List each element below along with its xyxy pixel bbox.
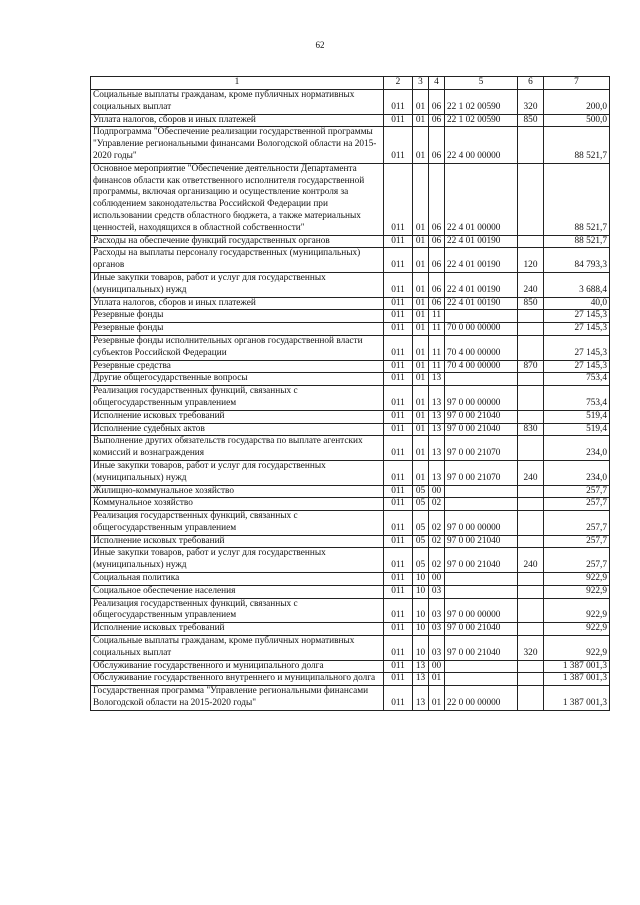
table-row [91, 636, 610, 661]
row-amount: 27 145,3 [544, 323, 610, 336]
row-section-code: 10 [413, 636, 429, 661]
row-section-code: 01 [413, 248, 429, 273]
row-name: Жилищно-коммунальное хозяйство [91, 485, 384, 498]
row-target-article: 97 0 00 00000 [445, 598, 518, 623]
row-target-article: 97 0 00 00000 [445, 511, 518, 536]
row-amount: 88 521,7 [544, 127, 610, 163]
row-admin-code: 011 [384, 511, 413, 536]
row-subsection-code: 06 [429, 90, 445, 115]
row-name: Иные закупки товаров, работ и услуг для государственных (муниципальных) нужд [91, 272, 384, 297]
table-row [91, 660, 610, 673]
row-name: Другие общегосударственные вопросы [91, 373, 384, 386]
row-admin-code: 011 [384, 585, 413, 598]
row-expense-type: 850 [518, 297, 544, 310]
row-section-code: 01 [413, 310, 429, 323]
row-section-code: 13 [413, 660, 429, 673]
table-row [91, 585, 610, 598]
row-subsection-code: 11 [429, 310, 445, 323]
row-section-code: 01 [413, 436, 429, 461]
row-name: Реализация государственных функций, связанных с общегосударственным управлением [91, 511, 384, 536]
row-subsection-code: 00 [429, 660, 445, 673]
row-admin-code: 011 [384, 373, 413, 386]
row-target-article: 97 0 00 00000 [445, 386, 518, 411]
row-expense-type: 830 [518, 423, 544, 436]
row-amount: 922,9 [544, 636, 610, 661]
row-name: Иные закупки товаров, работ и услуг для государственных (муниципальных) нужд [91, 460, 384, 485]
row-name: Уплата налогов, сборов и иных платежей [91, 114, 384, 127]
col-header-5: 5 [445, 77, 518, 90]
row-admin-code: 011 [384, 323, 413, 336]
row-admin-code: 011 [384, 573, 413, 586]
row-expense-type [518, 310, 544, 323]
row-name: Основное мероприятие "Обеспечение деятельности Департамента финансов области как ответственного исполнителя государственной программы, включая организацию и осуществление контроля за соблюдением законодательства Российской Федерации при использовании средств областного бюджета, а также материальных ценностей, находящихся в областной собственности" [91, 163, 384, 235]
row-amount: 922,9 [544, 623, 610, 636]
row-admin-code: 011 [384, 636, 413, 661]
row-amount: 257,7 [544, 511, 610, 536]
row-amount: 234,0 [544, 436, 610, 461]
row-subsection-code: 02 [429, 548, 445, 573]
row-expense-type: 240 [518, 460, 544, 485]
row-section-code: 05 [413, 485, 429, 498]
row-target-article [445, 585, 518, 598]
row-expense-type: 120 [518, 248, 544, 273]
row-target-article: 22 1 02 00590 [445, 114, 518, 127]
row-name: Социальные выплаты гражданам, кроме публичных нормативных социальных выплат [91, 90, 384, 115]
row-expense-type [518, 163, 544, 235]
row-target-article: 22 4 00 00000 [445, 127, 518, 163]
table-row [91, 673, 610, 686]
row-section-code: 13 [413, 673, 429, 686]
row-name: Исполнение судебных актов [91, 423, 384, 436]
row-subsection-code: 03 [429, 598, 445, 623]
col-header-3: 3 [413, 77, 429, 90]
row-subsection-code: 02 [429, 498, 445, 511]
row-admin-code: 011 [384, 163, 413, 235]
row-admin-code: 011 [384, 90, 413, 115]
row-expense-type [518, 498, 544, 511]
row-section-code: 01 [413, 163, 429, 235]
table-row [91, 423, 610, 436]
row-expense-type [518, 127, 544, 163]
col-header-2: 2 [384, 77, 413, 90]
row-admin-code: 011 [384, 297, 413, 310]
row-section-code: 05 [413, 498, 429, 511]
row-target-article: 97 0 00 21040 [445, 423, 518, 436]
row-amount: 234,0 [544, 460, 610, 485]
row-subsection-code: 01 [429, 686, 445, 711]
row-admin-code: 011 [384, 248, 413, 273]
table-row [91, 623, 610, 636]
table-row [91, 163, 610, 235]
row-name: Исполнение исковых требований [91, 410, 384, 423]
row-admin-code: 011 [384, 485, 413, 498]
row-subsection-code: 03 [429, 585, 445, 598]
row-target-article [445, 485, 518, 498]
row-target-article: 22 4 01 00000 [445, 163, 518, 235]
row-target-article: 22 4 01 00190 [445, 297, 518, 310]
row-expense-type: 870 [518, 360, 544, 373]
table-row [91, 335, 610, 360]
row-subsection-code: 06 [429, 127, 445, 163]
row-subsection-code: 11 [429, 360, 445, 373]
row-name: Реализация государственных функций, связанных с общегосударственным управлением [91, 386, 384, 411]
row-amount: 257,7 [544, 548, 610, 573]
row-target-article: 22 4 01 00190 [445, 248, 518, 273]
row-expense-type: 240 [518, 272, 544, 297]
row-name: Подпрограмма "Обеспечение реализации государственной программы "Управление региональными финансами Вологодской области на 2015-2020 годы" [91, 127, 384, 163]
row-expense-type: 320 [518, 90, 544, 115]
table-row [91, 498, 610, 511]
row-target-article [445, 573, 518, 586]
row-name: Социальное обеспечение населения [91, 585, 384, 598]
row-subsection-code: 06 [429, 235, 445, 248]
row-amount: 1 387 001,3 [544, 660, 610, 673]
row-admin-code: 011 [384, 386, 413, 411]
row-admin-code: 011 [384, 460, 413, 485]
row-target-article [445, 498, 518, 511]
row-subsection-code: 13 [429, 373, 445, 386]
row-amount: 3 688,4 [544, 272, 610, 297]
table-row [91, 272, 610, 297]
row-amount: 922,9 [544, 585, 610, 598]
row-target-article: 97 0 00 21040 [445, 410, 518, 423]
row-subsection-code: 06 [429, 163, 445, 235]
row-amount: 922,9 [544, 598, 610, 623]
row-section-code: 01 [413, 297, 429, 310]
row-admin-code: 011 [384, 423, 413, 436]
row-target-article: 22 1 02 00590 [445, 90, 518, 115]
row-admin-code: 011 [384, 114, 413, 127]
page-number: 62 [315, 40, 325, 50]
row-target-article [445, 660, 518, 673]
row-section-code: 01 [413, 272, 429, 297]
table-row [91, 410, 610, 423]
row-amount: 257,7 [544, 485, 610, 498]
row-section-code: 01 [413, 323, 429, 336]
table-row [91, 297, 610, 310]
row-amount: 84 793,3 [544, 248, 610, 273]
row-section-code: 01 [413, 423, 429, 436]
row-amount: 519,4 [544, 423, 610, 436]
row-admin-code: 011 [384, 360, 413, 373]
row-amount: 257,7 [544, 498, 610, 511]
row-admin-code: 011 [384, 535, 413, 548]
row-expense-type [518, 373, 544, 386]
row-name: Социальная политика [91, 573, 384, 586]
row-section-code: 10 [413, 623, 429, 636]
row-section-code: 01 [413, 90, 429, 115]
row-expense-type [518, 410, 544, 423]
row-section-code: 05 [413, 535, 429, 548]
table-row [91, 235, 610, 248]
row-name: Обслуживание государственного внутреннего и муниципального долга [91, 673, 384, 686]
row-subsection-code: 00 [429, 573, 445, 586]
row-expense-type [518, 660, 544, 673]
row-amount: 753,4 [544, 386, 610, 411]
row-expense-type [518, 535, 544, 548]
row-amount: 922,9 [544, 573, 610, 586]
table-row [91, 535, 610, 548]
table-row [91, 90, 610, 115]
row-expense-type [518, 335, 544, 360]
row-admin-code: 011 [384, 623, 413, 636]
row-admin-code: 011 [384, 598, 413, 623]
row-admin-code: 011 [384, 127, 413, 163]
col-header-7: 7 [544, 77, 610, 90]
row-subsection-code: 11 [429, 335, 445, 360]
row-section-code: 01 [413, 410, 429, 423]
row-admin-code: 011 [384, 436, 413, 461]
row-name: Обслуживание государственного и муниципального долга [91, 660, 384, 673]
table-row [91, 248, 610, 273]
row-expense-type [518, 386, 544, 411]
row-section-code: 05 [413, 548, 429, 573]
row-expense-type [518, 511, 544, 536]
row-subsection-code: 13 [429, 410, 445, 423]
row-subsection-code: 13 [429, 436, 445, 461]
row-expense-type [518, 598, 544, 623]
row-subsection-code: 06 [429, 248, 445, 273]
row-section-code: 01 [413, 335, 429, 360]
table-row [91, 127, 610, 163]
row-amount: 1 387 001,3 [544, 673, 610, 686]
table-row [91, 573, 610, 586]
row-target-article: 70 4 00 00000 [445, 360, 518, 373]
row-target-article [445, 673, 518, 686]
row-amount: 27 145,3 [544, 335, 610, 360]
row-amount: 40,0 [544, 297, 610, 310]
table-row [91, 686, 610, 711]
row-section-code: 01 [413, 386, 429, 411]
row-subsection-code: 13 [429, 460, 445, 485]
row-expense-type: 850 [518, 114, 544, 127]
row-subsection-code: 11 [429, 323, 445, 336]
row-name: Резервные фонды исполнительных органов государственной власти субъектов Российской Федерации [91, 335, 384, 360]
row-name: Расходы на выплаты персоналу государственных (муниципальных) органов [91, 248, 384, 273]
row-target-article: 22 4 01 00190 [445, 235, 518, 248]
table-row [91, 386, 610, 411]
row-section-code: 13 [413, 686, 429, 711]
table-row [91, 323, 610, 336]
row-expense-type [518, 623, 544, 636]
row-admin-code: 011 [384, 310, 413, 323]
row-target-article: 22 0 00 00000 [445, 686, 518, 711]
table-row [91, 511, 610, 536]
row-section-code: 01 [413, 460, 429, 485]
row-target-article: 97 0 00 21070 [445, 460, 518, 485]
row-amount: 753,4 [544, 373, 610, 386]
row-section-code: 01 [413, 127, 429, 163]
budget-table [90, 76, 610, 711]
row-name: Иные закупки товаров, работ и услуг для государственных (муниципальных) нужд [91, 548, 384, 573]
row-subsection-code: 06 [429, 272, 445, 297]
table-row [91, 460, 610, 485]
row-section-code: 05 [413, 511, 429, 536]
row-admin-code: 011 [384, 235, 413, 248]
row-name: Исполнение исковых требований [91, 535, 384, 548]
row-target-article: 97 0 00 21070 [445, 436, 518, 461]
row-section-code: 10 [413, 573, 429, 586]
row-amount: 519,4 [544, 410, 610, 423]
row-amount: 88 521,7 [544, 163, 610, 235]
table-row [91, 114, 610, 127]
row-subsection-code: 13 [429, 386, 445, 411]
row-admin-code: 011 [384, 686, 413, 711]
row-target-article [445, 373, 518, 386]
col-header-1: 1 [91, 77, 384, 90]
row-name: Социальные выплаты гражданам, кроме публичных нормативных социальных выплат [91, 636, 384, 661]
row-admin-code: 011 [384, 673, 413, 686]
row-section-code: 01 [413, 360, 429, 373]
row-target-article: 97 0 00 21040 [445, 548, 518, 573]
row-amount: 257,7 [544, 535, 610, 548]
row-subsection-code: 13 [429, 423, 445, 436]
row-target-article: 97 0 00 21040 [445, 623, 518, 636]
row-expense-type [518, 573, 544, 586]
row-name: Уплата налогов, сборов и иных платежей [91, 297, 384, 310]
row-amount: 500,0 [544, 114, 610, 127]
row-target-article [445, 310, 518, 323]
row-subsection-code: 02 [429, 511, 445, 536]
row-target-article: 97 0 00 21040 [445, 636, 518, 661]
table-row [91, 485, 610, 498]
row-amount: 200,0 [544, 90, 610, 115]
row-name: Резервные средства [91, 360, 384, 373]
row-name: Расходы на обеспечение функций государственных органов [91, 235, 384, 248]
table-row [91, 598, 610, 623]
table-row [91, 436, 610, 461]
row-expense-type [518, 235, 544, 248]
row-expense-type [518, 485, 544, 498]
header-row [91, 77, 610, 90]
row-admin-code: 011 [384, 660, 413, 673]
table-row [91, 310, 610, 323]
row-subsection-code: 01 [429, 673, 445, 686]
row-section-code: 01 [413, 235, 429, 248]
row-name: Реализация государственных функций, связанных с общегосударственным управлением [91, 598, 384, 623]
row-admin-code: 011 [384, 272, 413, 297]
row-name: Исполнение исковых требований [91, 623, 384, 636]
row-subsection-code: 00 [429, 485, 445, 498]
row-target-article: 70 0 00 00000 [445, 323, 518, 336]
row-name: Выполнение других обязательств государства по выплате агентских комиссий и вознаграждения [91, 436, 384, 461]
row-name: Коммунальное хозяйство [91, 498, 384, 511]
row-admin-code: 011 [384, 335, 413, 360]
row-subsection-code: 03 [429, 623, 445, 636]
row-admin-code: 011 [384, 548, 413, 573]
table-row [91, 548, 610, 573]
row-amount: 27 145,3 [544, 360, 610, 373]
row-amount: 88 521,7 [544, 235, 610, 248]
row-name: Государственная программа "Управление региональными финансами Вологодской области на 2015-2020 годы" [91, 686, 384, 711]
row-subsection-code: 06 [429, 297, 445, 310]
row-admin-code: 011 [384, 498, 413, 511]
row-expense-type [518, 436, 544, 461]
row-name: Резервные фонды [91, 310, 384, 323]
row-subsection-code: 02 [429, 535, 445, 548]
row-section-code: 01 [413, 373, 429, 386]
row-expense-type: 240 [518, 548, 544, 573]
row-name: Резервные фонды [91, 323, 384, 336]
row-section-code: 10 [413, 598, 429, 623]
row-target-article: 70 4 00 00000 [445, 335, 518, 360]
col-header-4: 4 [429, 77, 445, 90]
row-target-article: 97 0 00 21040 [445, 535, 518, 548]
row-amount: 27 145,3 [544, 310, 610, 323]
row-expense-type [518, 323, 544, 336]
row-amount: 1 387 001,3 [544, 686, 610, 711]
table-row [91, 373, 610, 386]
row-expense-type: 320 [518, 636, 544, 661]
row-expense-type [518, 686, 544, 711]
row-expense-type [518, 673, 544, 686]
row-target-article: 22 4 01 00190 [445, 272, 518, 297]
row-expense-type [518, 585, 544, 598]
row-section-code: 01 [413, 114, 429, 127]
col-header-6: 6 [518, 77, 544, 90]
row-subsection-code: 06 [429, 114, 445, 127]
row-admin-code: 011 [384, 410, 413, 423]
row-subsection-code: 03 [429, 636, 445, 661]
table-row [91, 360, 610, 373]
row-section-code: 10 [413, 585, 429, 598]
